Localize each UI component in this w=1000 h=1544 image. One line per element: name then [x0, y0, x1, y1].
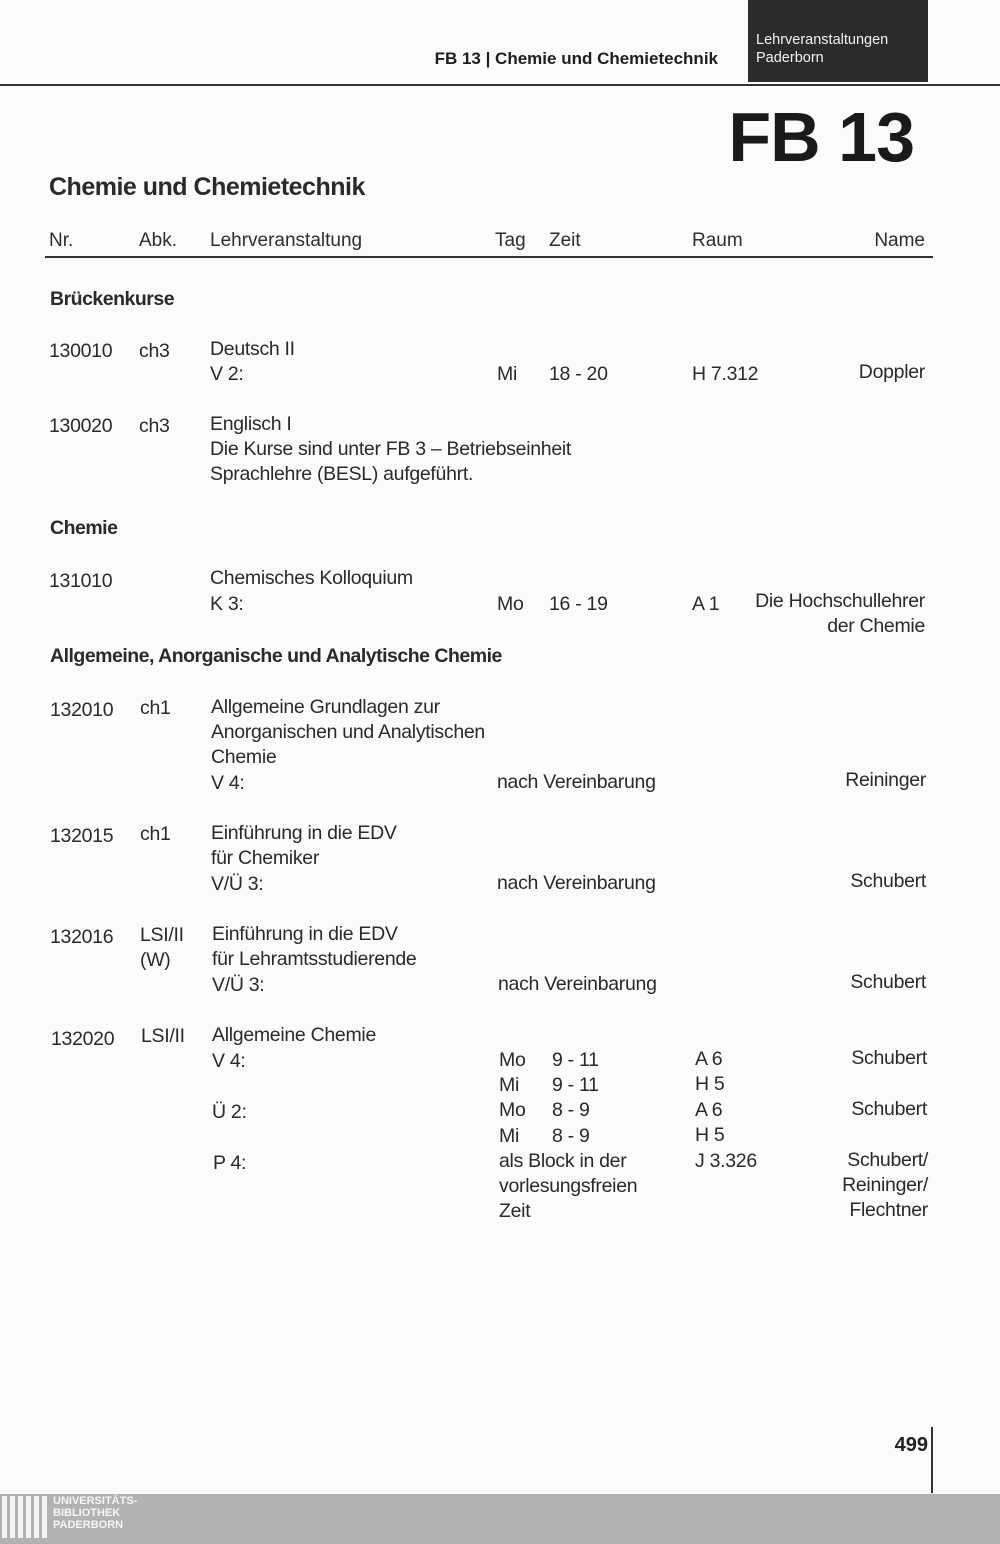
course-type: V/Ü 3:: [212, 974, 265, 996]
course-nr: 130010: [49, 340, 113, 362]
course-type: V 4:: [211, 772, 245, 794]
course-note: Die Kurse sind unter FB 3 – Betriebseinheit: [210, 438, 572, 460]
course-zeit: 9 - 11: [552, 1049, 599, 1071]
course-when: als Block in der: [499, 1150, 627, 1172]
header-rule: [0, 84, 1000, 86]
course-zeit: 16 - 19: [549, 593, 608, 615]
course-type: V 4:: [212, 1050, 246, 1072]
library-line: PADERBORN: [53, 1519, 124, 1531]
course-tag: Mo: [499, 1099, 526, 1121]
course-name: Doppler: [858, 361, 925, 383]
course-zeit: 8 - 9: [552, 1125, 590, 1147]
course-tag: Mo: [497, 593, 524, 615]
course-title: Einführung in die EDV: [211, 822, 397, 844]
col-name: Name: [874, 230, 925, 251]
course-type: K 3:: [210, 593, 244, 615]
course-when: Zeit: [499, 1200, 531, 1222]
course-tag: Mi: [497, 363, 517, 385]
section-heading: Chemie: [50, 517, 118, 539]
running-header: FB 13 | Chemie und Chemietechnik: [434, 49, 718, 68]
course-name: Schubert: [851, 1098, 927, 1120]
library-footer: [0, 1494, 1000, 1544]
library-line: BIBLIOTHEK: [53, 1507, 121, 1519]
course-name: Reininger: [845, 769, 926, 791]
course-tag: Mo: [499, 1049, 526, 1071]
page-number-rule: [931, 1427, 933, 1493]
course-nr: 130020: [49, 415, 113, 437]
page-number: 499: [894, 1434, 928, 1456]
library-logo-icon: [2, 1496, 47, 1538]
course-title: Allgemeine Chemie: [212, 1024, 376, 1046]
col-lehrveranstaltung: Lehrveranstaltung: [210, 230, 363, 251]
course-raum: A 6: [695, 1099, 723, 1121]
course-tag: Mi: [499, 1074, 519, 1096]
col-zeit: Zeit: [549, 230, 581, 251]
library-logo-text: [53, 1495, 137, 1531]
course-type: V/Ü 3:: [211, 873, 264, 895]
course-raum: A 1: [692, 593, 720, 615]
course-abk: LSI/II: [141, 1025, 185, 1047]
course-when: nach Vereinbarung: [497, 872, 656, 894]
course-type: P 4:: [213, 1152, 247, 1174]
course-name: Schubert/: [847, 1149, 928, 1171]
course-title: für Chemiker: [211, 847, 320, 869]
course-abk: ch1: [140, 823, 171, 845]
course-abk: ch3: [139, 340, 170, 362]
course-name: Schubert: [851, 1047, 927, 1069]
course-raum: H 7.312: [692, 363, 759, 385]
course-name: Schubert: [850, 971, 926, 993]
col-nr: Nr.: [49, 230, 74, 251]
course-abk: (W): [140, 949, 171, 971]
course-name: Flechtner: [849, 1199, 928, 1221]
course-title: Allgemeine Grundlagen zur: [211, 696, 440, 718]
section-heading: Allgemeine, Anorganische und Analytische Chemie: [50, 645, 502, 667]
course-name: Schubert: [850, 870, 926, 892]
course-type: Ü 2:: [212, 1101, 247, 1123]
course-abk: ch1: [140, 697, 171, 719]
course-abk: ch3: [139, 415, 170, 437]
course-name: der Chemie: [827, 615, 925, 637]
course-zeit: 8 - 9: [552, 1099, 590, 1121]
course-when: vorlesungsfreien: [499, 1175, 638, 1197]
course-nr: 132015: [50, 825, 114, 847]
col-abk: Abk.: [139, 230, 178, 251]
course-title: Chemie: [211, 746, 277, 768]
course-title: Chemisches Kolloquium: [210, 567, 413, 589]
course-title: Deutsch II: [210, 338, 295, 360]
header-box-line1: Lehrveranstaltungen: [756, 32, 889, 48]
course-raum: H 5: [695, 1124, 725, 1146]
course-title: Anorganischen und Analytischen: [211, 721, 485, 743]
course-raum: H 5: [695, 1073, 725, 1095]
course-name: Die Hochschullehrer: [755, 590, 925, 612]
course-abk: LSI/II: [140, 924, 184, 946]
course-title: für Lehramtsstudierende: [212, 948, 417, 970]
page-title: Chemie und Chemietechnik: [49, 173, 365, 201]
course-tag: Mi: [499, 1125, 519, 1147]
course-nr: 131010: [49, 570, 113, 592]
course-title: Englisch I: [210, 413, 292, 435]
col-tag: Tag: [495, 230, 526, 251]
course-type: V 2:: [210, 363, 244, 385]
col-raum: Raum: [692, 230, 743, 251]
course-nr: 132010: [50, 699, 114, 721]
course-zeit: 18 - 20: [549, 363, 608, 385]
header-box-line2: Paderborn: [756, 50, 824, 66]
course-name: Reininger/: [842, 1174, 928, 1196]
course-when: nach Vereinbarung: [498, 973, 657, 995]
course-when: nach Vereinbarung: [497, 771, 656, 793]
library-line: UNIVERSITÄTS-: [53, 1495, 138, 1507]
fb-badge: FB 13: [728, 98, 914, 176]
header-box: [748, 0, 928, 82]
column-rule: [45, 256, 933, 258]
course-raum: J 3.326: [695, 1150, 757, 1172]
course-nr: 132016: [50, 926, 114, 948]
course-zeit: 9 - 11: [552, 1074, 599, 1096]
course-title: Einführung in die EDV: [212, 923, 398, 945]
course-nr: 132020: [51, 1028, 115, 1050]
course-raum: A 6: [695, 1048, 723, 1070]
section-heading: Brückenkurse: [50, 288, 175, 310]
course-note: Sprachlehre (BESL) aufgeführt.: [210, 463, 474, 485]
